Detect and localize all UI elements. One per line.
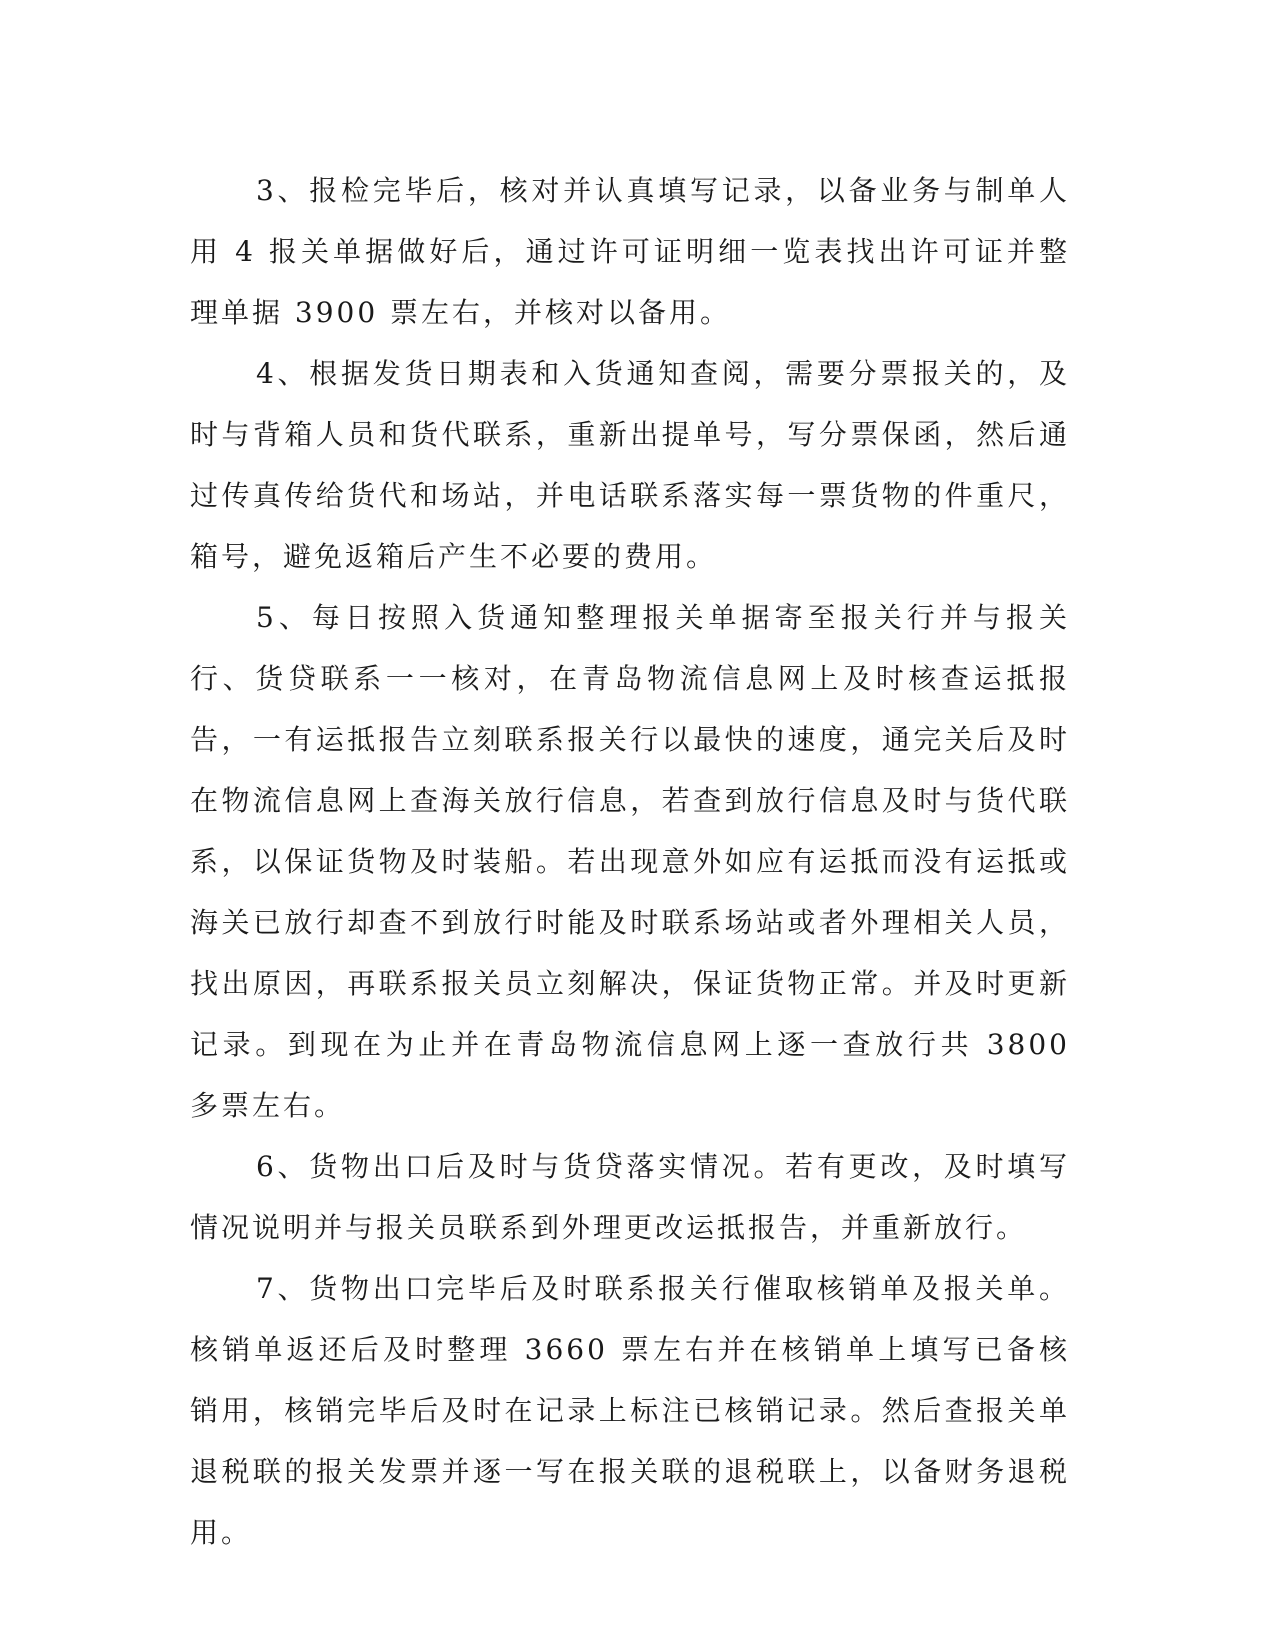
paragraph-3: 3、报检完毕后，核对并认真填写记录，以备业务与制单人用 4 报关单据做好后，通过许可证明细一览表找出许可证并整理单据 3900 票左右，并核对以备用。 [190, 174, 1070, 329]
document-body [190, 160, 1070, 1563]
paragraph-6: 6、货物出口后及时与货贷落实情况。若有更改，及时填写情况说明并与报关员联系到外理更改运抵报告，并重新放行。 [190, 1150, 1070, 1244]
paragraph-5: 5、每日按照入货通知整理报关单据寄至报关行并与报关行、货贷联系一一核对，在青岛物流信息网上及时核查运抵报告，一有运抵报告立刻联系报关行以最快的速度，通完关后及时在物流信息网上查海关放行信息，若查到放行信息及时与货代联系，以保证货物及时装船。若出现意外如应有运抵而没有运抵或海关已放行却查不到放行时能及时联系场站或者外理相关人员，找出原因，再联系报关员立刻解决，保证货物正常。并及时更新记录。到现在为止并在青岛物流信息网上逐一查放行共 3800 多票左右。 [190, 601, 1070, 1122]
paragraph-4: 4、根据发货日期表和入货通知查阅，需要分票报关的，及时与背箱人员和货代联系，重新出提单号，写分票保函，然后通过传真传给货代和场站，并电话联系落实每一票货物的件重尺，箱号，避免返箱后产生不必要的费用。 [190, 357, 1070, 573]
paragraph-7: 7、货物出口完毕后及时联系报关行催取核销单及报关单。核销单返还后及时整理 3660 票左右并在核销单上填写已备核销用，核销完毕后及时在记录上标注已核销记录。然后查报关单退税联的报关发票并逐一写在报关联的退税联上，以备财务退税用。 [190, 1272, 1070, 1549]
